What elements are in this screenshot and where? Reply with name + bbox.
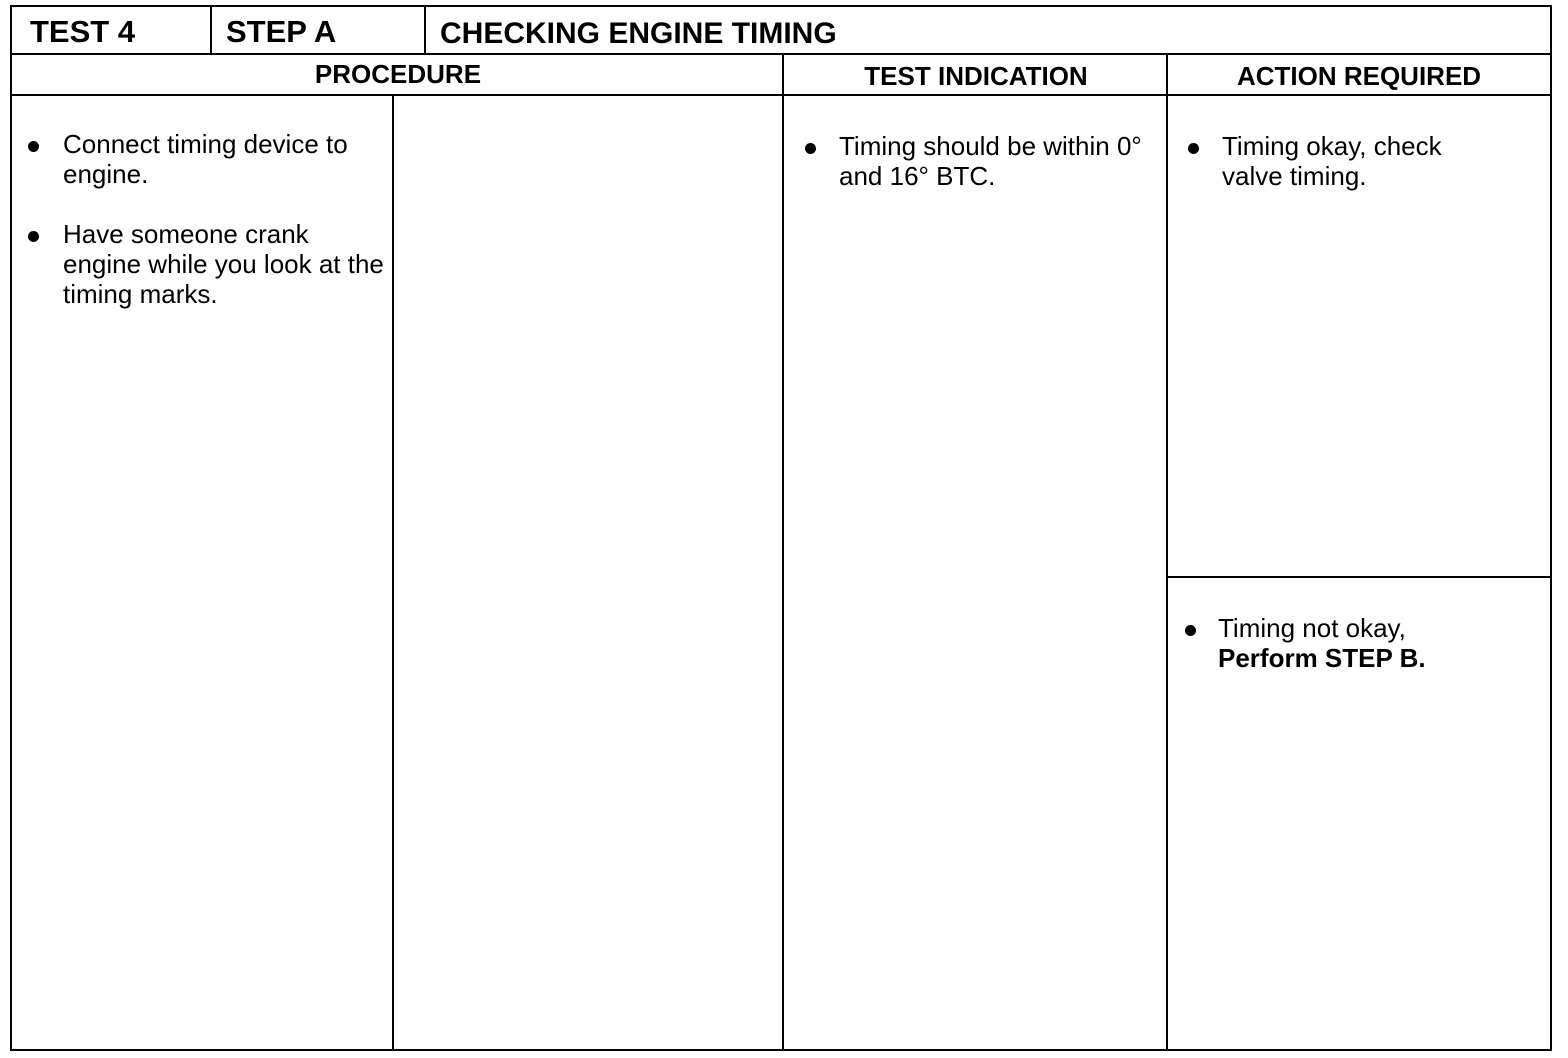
action-required-column-header: ACTION REQUIRED (1236, 61, 1482, 91)
procedure-inner-divider (392, 95, 394, 1049)
bullet-icon (805, 143, 816, 154)
test-title: CHECKING ENGINE TIMING (440, 17, 837, 50)
procedure-indication-divider (782, 53, 784, 1049)
header-cell-divider-2 (424, 7, 426, 54)
test-indication-item-1: Timing should be within 0° and 16° BTC. (839, 131, 1142, 191)
test-indication-column-header: TEST INDICATION (864, 61, 1088, 91)
header-divider (12, 53, 1550, 55)
bullet-icon (28, 141, 39, 152)
action-split-divider (1166, 576, 1550, 578)
procedure-step-1: Connect timing device to engine. (63, 129, 348, 189)
procedure-column-header: PROCEDURE (314, 59, 482, 89)
indication-action-divider (1166, 53, 1168, 1049)
test-sheet (10, 5, 1552, 1051)
procedure-step-2: Have someone crank engine while you look at the timing marks. (63, 219, 384, 309)
test-number-label: TEST 4 (30, 14, 136, 49)
bullet-icon (28, 231, 39, 242)
perform-step-b-link-text: Perform STEP B. (1218, 643, 1426, 673)
action-item-timing-okay: Timing okay, check valve timing. (1222, 131, 1442, 191)
step-label: STEP A (226, 14, 337, 49)
header-cell-divider-1 (210, 7, 212, 54)
action-item-text: Timing not okay, (1218, 613, 1406, 643)
column-header-divider (12, 94, 1550, 96)
action-item-timing-not-okay (1218, 613, 1503, 673)
bullet-icon (1185, 625, 1196, 636)
bullet-icon (1188, 143, 1199, 154)
